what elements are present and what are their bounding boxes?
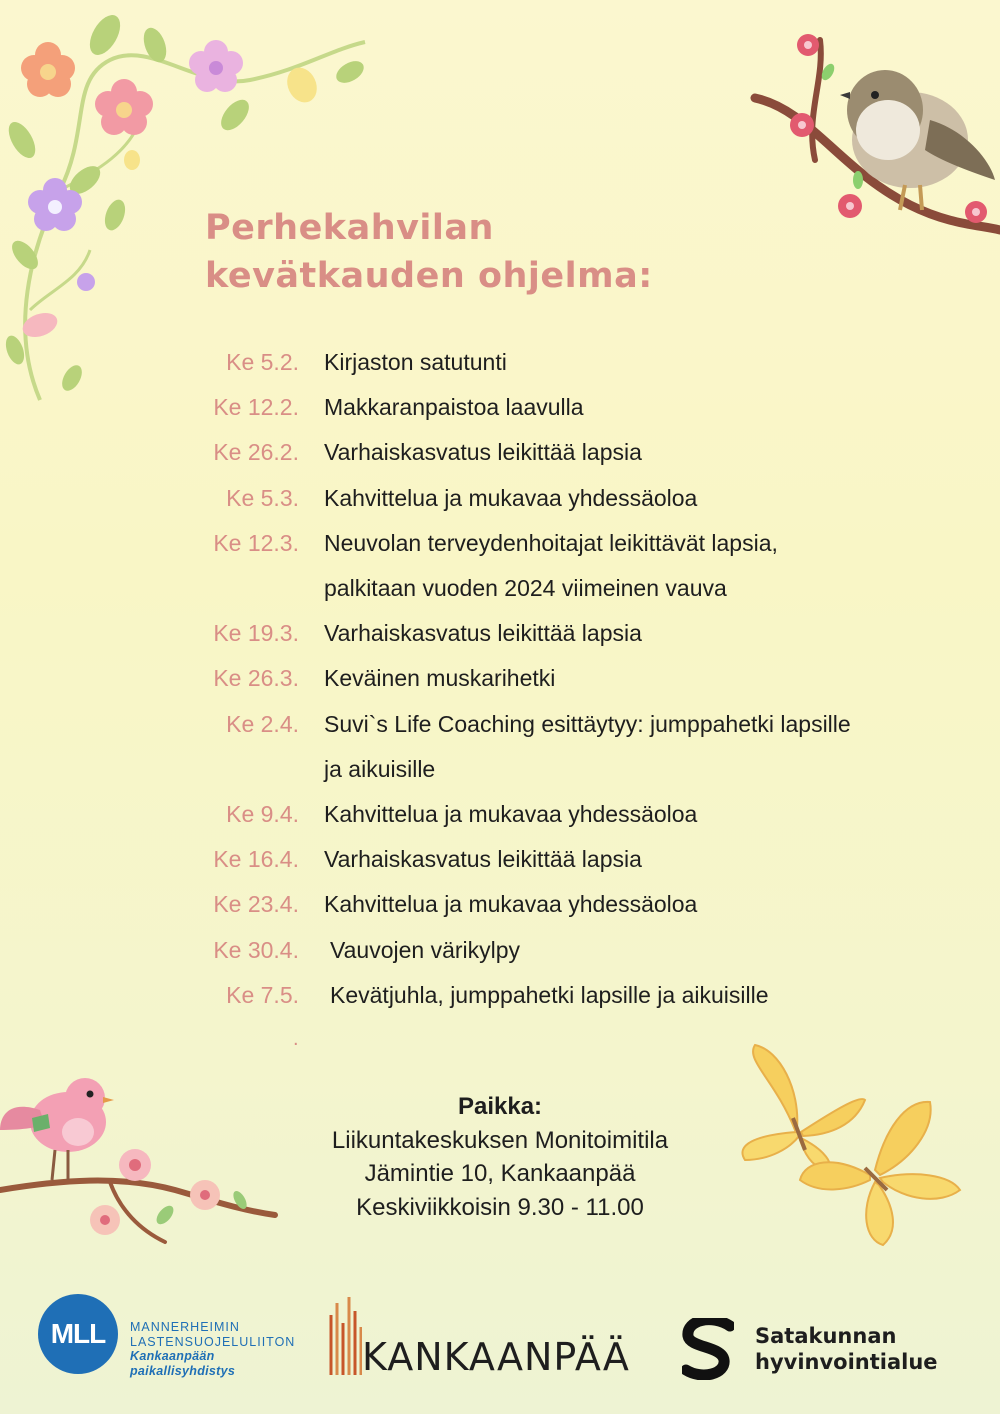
schedule-text: Neuvolan terveydenhoitajat leikittävät lapsia, bbox=[324, 529, 778, 556]
stray-dot: . bbox=[293, 1028, 299, 1050]
schedule-date: Ke 23.4. bbox=[213, 891, 299, 918]
schedule-row bbox=[0, 837, 1000, 882]
pink-flower-icon bbox=[95, 79, 153, 135]
schedule-text: Kahvittelua ja mukavaa yhdessäoloa bbox=[324, 891, 698, 918]
schedule-text: Varhaiskasvatus leikittää lapsia bbox=[324, 439, 642, 466]
schedule-row bbox=[0, 882, 1000, 927]
schedule-date: Ke 5.3. bbox=[226, 484, 299, 511]
schedule-text: ja aikuisille bbox=[324, 755, 436, 782]
schedule-date: Ke 30.4. bbox=[213, 936, 299, 963]
butterfly-icon bbox=[742, 1045, 865, 1170]
place-time: Keskiviikkoisin 9.30 - 11.00 bbox=[356, 1193, 644, 1221]
schedule-row bbox=[0, 430, 1000, 475]
schedule-date: Ke 5.2. bbox=[226, 349, 299, 376]
satakunta-logo-text bbox=[755, 1323, 938, 1375]
mll-line-3: Kankaanpään bbox=[130, 1349, 215, 1363]
blossom-flower-icon bbox=[90, 1149, 220, 1235]
schedule-text: Kahvittelua ja mukavaa yhdessäoloa bbox=[324, 484, 698, 511]
schedule-date: Ke 2.4. bbox=[226, 710, 299, 737]
kankaanpaa-logo-text: KANKAANPÄÄ bbox=[362, 1335, 630, 1379]
schedule-text: palkitaan vuoden 2024 viimeinen vauva bbox=[324, 575, 727, 602]
schedule-row bbox=[0, 656, 1000, 701]
place-venue: Liikuntakeskuksen Monitoimitila bbox=[331, 1126, 669, 1154]
schedule-row bbox=[0, 340, 1000, 385]
schedule-text: Vauvojen värikylpy bbox=[330, 936, 521, 963]
lilac-flower-icon bbox=[189, 40, 243, 92]
schedule-text: Kirjaston satutunti bbox=[324, 349, 507, 376]
schedule-list bbox=[0, 340, 1000, 1018]
schedule-row bbox=[0, 927, 1000, 972]
schedule-text: Kevätjuhla, jumppahetki lapsille ja aikuisille bbox=[330, 981, 769, 1008]
sata-line-2: hyvinvointialue bbox=[755, 1350, 938, 1374]
title-line-2: kevätkauden ohjelma: bbox=[205, 256, 653, 296]
schedule-date: Ke 26.2. bbox=[213, 439, 299, 466]
page-title bbox=[205, 204, 653, 300]
title-line-1: Perhekahvilan bbox=[205, 208, 494, 248]
schedule-text: Kahvittelua ja mukavaa yhdessäoloa bbox=[324, 800, 698, 827]
schedule-row bbox=[0, 521, 1000, 566]
sparrow-icon bbox=[840, 70, 995, 210]
schedule-date: Ke 16.4. bbox=[213, 846, 299, 873]
place-address: Jämintie 10, Kankaanpää bbox=[364, 1160, 636, 1187]
schedule-date: Ke 12.3. bbox=[213, 529, 299, 556]
purple-bud-icon bbox=[77, 273, 95, 291]
schedule-row bbox=[0, 792, 1000, 837]
orange-flower-icon bbox=[21, 42, 75, 97]
place-info bbox=[250, 1090, 750, 1224]
schedule-text: Makkaranpaistoa laavulla bbox=[324, 394, 584, 421]
mll-line-1: MANNERHEIMIN bbox=[130, 1320, 240, 1334]
schedule-date: Ke 12.2. bbox=[213, 394, 299, 421]
schedule-row bbox=[0, 476, 1000, 521]
mll-logo: MLL bbox=[38, 1294, 118, 1374]
sata-line-1: Satakunnan bbox=[755, 1324, 897, 1348]
schedule-row bbox=[0, 702, 1000, 747]
schedule-row bbox=[0, 385, 1000, 430]
mll-line-2: LASTENSUOJELULIITON bbox=[130, 1334, 296, 1349]
satakunta-logo-icon bbox=[682, 1318, 734, 1380]
schedule-row bbox=[0, 611, 1000, 656]
schedule-text: Varhaiskasvatus leikittää lapsia bbox=[324, 620, 642, 647]
schedule-text: Varhaiskasvatus leikittää lapsia bbox=[324, 846, 642, 873]
pink-bird-illustration bbox=[0, 1070, 280, 1260]
schedule-row bbox=[0, 973, 1000, 1018]
schedule-text: Suvi`s Life Coaching esittäytyy: jumppahetki lapsille bbox=[324, 710, 851, 737]
mll-line-4: paikallisyhdistys bbox=[130, 1363, 236, 1378]
schedule-date: Ke 26.3. bbox=[213, 665, 299, 692]
bird-on-branch-illustration bbox=[750, 20, 1000, 250]
mll-logo-text bbox=[130, 1320, 295, 1378]
place-label: Paikka: bbox=[457, 1093, 543, 1120]
butterflies-illustration bbox=[735, 1040, 975, 1255]
schedule-row-continuation bbox=[0, 747, 1000, 792]
schedule-date: Ke 7.5. bbox=[226, 981, 299, 1008]
kankaanpaa-emblem-icon bbox=[328, 1297, 362, 1375]
schedule-row-continuation bbox=[0, 566, 1000, 611]
schedule-date: Ke 9.4. bbox=[226, 800, 299, 827]
pink-bird-icon bbox=[0, 1078, 114, 1180]
schedule-text: Keväinen muskarihetki bbox=[324, 665, 556, 692]
schedule-date: Ke 19.3. bbox=[213, 620, 299, 647]
